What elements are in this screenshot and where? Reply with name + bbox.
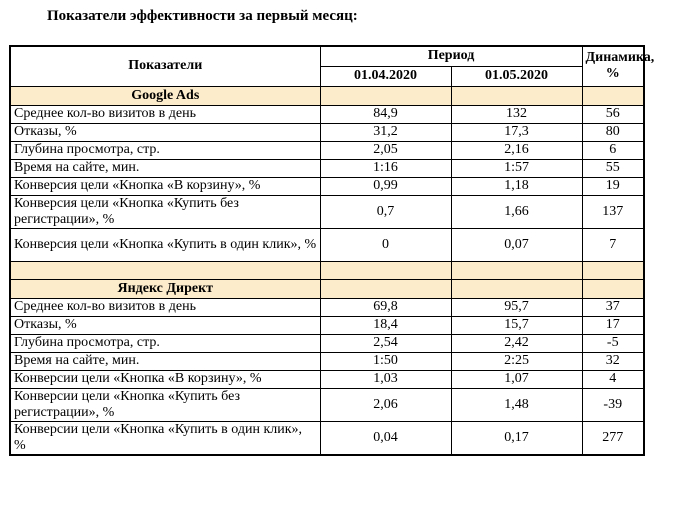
table-row xyxy=(10,159,644,177)
value-period-1: 1:50 xyxy=(320,352,451,370)
table-row xyxy=(10,298,644,316)
value-period-2: 15,7 xyxy=(451,316,582,334)
dynamics-value: 4 xyxy=(582,370,644,388)
table-row xyxy=(10,370,644,388)
header-dynamics: Динамика, % xyxy=(582,46,644,86)
dynamics-value: 277 xyxy=(582,421,644,455)
value-period-1: 2,05 xyxy=(320,141,451,159)
value-period-1: 1,03 xyxy=(320,370,451,388)
dynamics-value: 7 xyxy=(582,228,644,261)
section-cell xyxy=(451,86,582,105)
header-indicators: Показатели xyxy=(10,46,320,86)
spacer-cell xyxy=(451,261,582,279)
value-period-2: 2,16 xyxy=(451,141,582,159)
value-period-1: 0,7 xyxy=(320,195,451,228)
value-period-2: 2,42 xyxy=(451,334,582,352)
document-title: Показатели эффективности за первый месяц: xyxy=(47,8,358,24)
indicator-label: Конверсия цели «Кнопка «Купить в один клик», % xyxy=(10,228,320,261)
indicator-label: Среднее кол-во визитов в день xyxy=(10,298,320,316)
value-period-2: 17,3 xyxy=(451,123,582,141)
table-row xyxy=(10,105,644,123)
dynamics-value: -39 xyxy=(582,388,644,421)
dynamics-value: 37 xyxy=(582,298,644,316)
table-body xyxy=(10,86,644,455)
value-period-1: 0 xyxy=(320,228,451,261)
value-period-2: 1:57 xyxy=(451,159,582,177)
table-row xyxy=(10,228,644,261)
indicator-label: Конверсия цели «Кнопка «В корзину», % xyxy=(10,177,320,195)
indicator-label: Конверсии цели «Кнопка «В корзину», % xyxy=(10,370,320,388)
dynamics-value: 55 xyxy=(582,159,644,177)
indicator-label: Глубина просмотра, стр. xyxy=(10,334,320,352)
value-period-2: 1,48 xyxy=(451,388,582,421)
section-header-row xyxy=(10,86,644,105)
indicator-label: Среднее кол-во визитов в день xyxy=(10,105,320,123)
indicator-label: Время на сайте, мин. xyxy=(10,159,320,177)
section-cell xyxy=(451,279,582,298)
section-header-row xyxy=(10,279,644,298)
header-date-2: 01.05.2020 xyxy=(451,66,582,86)
header-date-1: 01.04.2020 xyxy=(320,66,451,86)
value-period-2: 1,66 xyxy=(451,195,582,228)
value-period-1: 84,9 xyxy=(320,105,451,123)
spacer-cell xyxy=(10,261,320,279)
indicator-label: Отказы, % xyxy=(10,123,320,141)
indicators-table xyxy=(9,45,655,456)
table-row xyxy=(10,123,644,141)
indicator-label: Время на сайте, мин. xyxy=(10,352,320,370)
value-period-2: 95,7 xyxy=(451,298,582,316)
dynamics-value: 6 xyxy=(582,141,644,159)
spacer-cell xyxy=(582,261,644,279)
section-cell xyxy=(582,279,644,298)
value-period-1: 2,54 xyxy=(320,334,451,352)
section-name: Яндекс Директ xyxy=(10,279,320,298)
value-period-2: 1,07 xyxy=(451,370,582,388)
value-period-2: 0,17 xyxy=(451,421,582,455)
header-period: Период xyxy=(320,46,582,66)
dynamics-value: 56 xyxy=(582,105,644,123)
indicator-label: Конверсии цели «Кнопка «Купить в один клик», % xyxy=(10,421,320,455)
indicator-label: Глубина просмотра, стр. xyxy=(10,141,320,159)
value-period-1: 31,2 xyxy=(320,123,451,141)
spacer-cell xyxy=(320,261,451,279)
indicator-label: Конверсии цели «Кнопка «Купить без регистрации», % xyxy=(10,388,320,421)
spacer-row xyxy=(10,261,644,279)
dynamics-value: 17 xyxy=(582,316,644,334)
table-row xyxy=(10,352,644,370)
table-row xyxy=(10,421,644,455)
table-row xyxy=(10,177,644,195)
dynamics-value: -5 xyxy=(582,334,644,352)
value-period-2: 2:25 xyxy=(451,352,582,370)
table-row xyxy=(10,195,644,228)
section-cell xyxy=(582,86,644,105)
table-row xyxy=(10,334,644,352)
value-period-1: 1:16 xyxy=(320,159,451,177)
value-period-2: 0,07 xyxy=(451,228,582,261)
value-period-1: 0,99 xyxy=(320,177,451,195)
section-name: Google Ads xyxy=(10,86,320,105)
dynamics-value: 19 xyxy=(582,177,644,195)
table-row xyxy=(10,141,644,159)
table-row xyxy=(10,316,644,334)
value-period-1: 18,4 xyxy=(320,316,451,334)
dynamics-value: 32 xyxy=(582,352,644,370)
dynamics-value: 80 xyxy=(582,123,644,141)
value-period-1: 0,04 xyxy=(320,421,451,455)
value-period-2: 132 xyxy=(451,105,582,123)
value-period-1: 69,8 xyxy=(320,298,451,316)
section-cell xyxy=(320,279,451,298)
indicator-label: Отказы, % xyxy=(10,316,320,334)
dynamics-value: 137 xyxy=(582,195,644,228)
value-period-1: 2,06 xyxy=(320,388,451,421)
table-row xyxy=(10,388,644,421)
section-cell xyxy=(320,86,451,105)
value-period-2: 1,18 xyxy=(451,177,582,195)
indicator-label: Конверсия цели «Кнопка «Купить без регистрации», % xyxy=(10,195,320,228)
